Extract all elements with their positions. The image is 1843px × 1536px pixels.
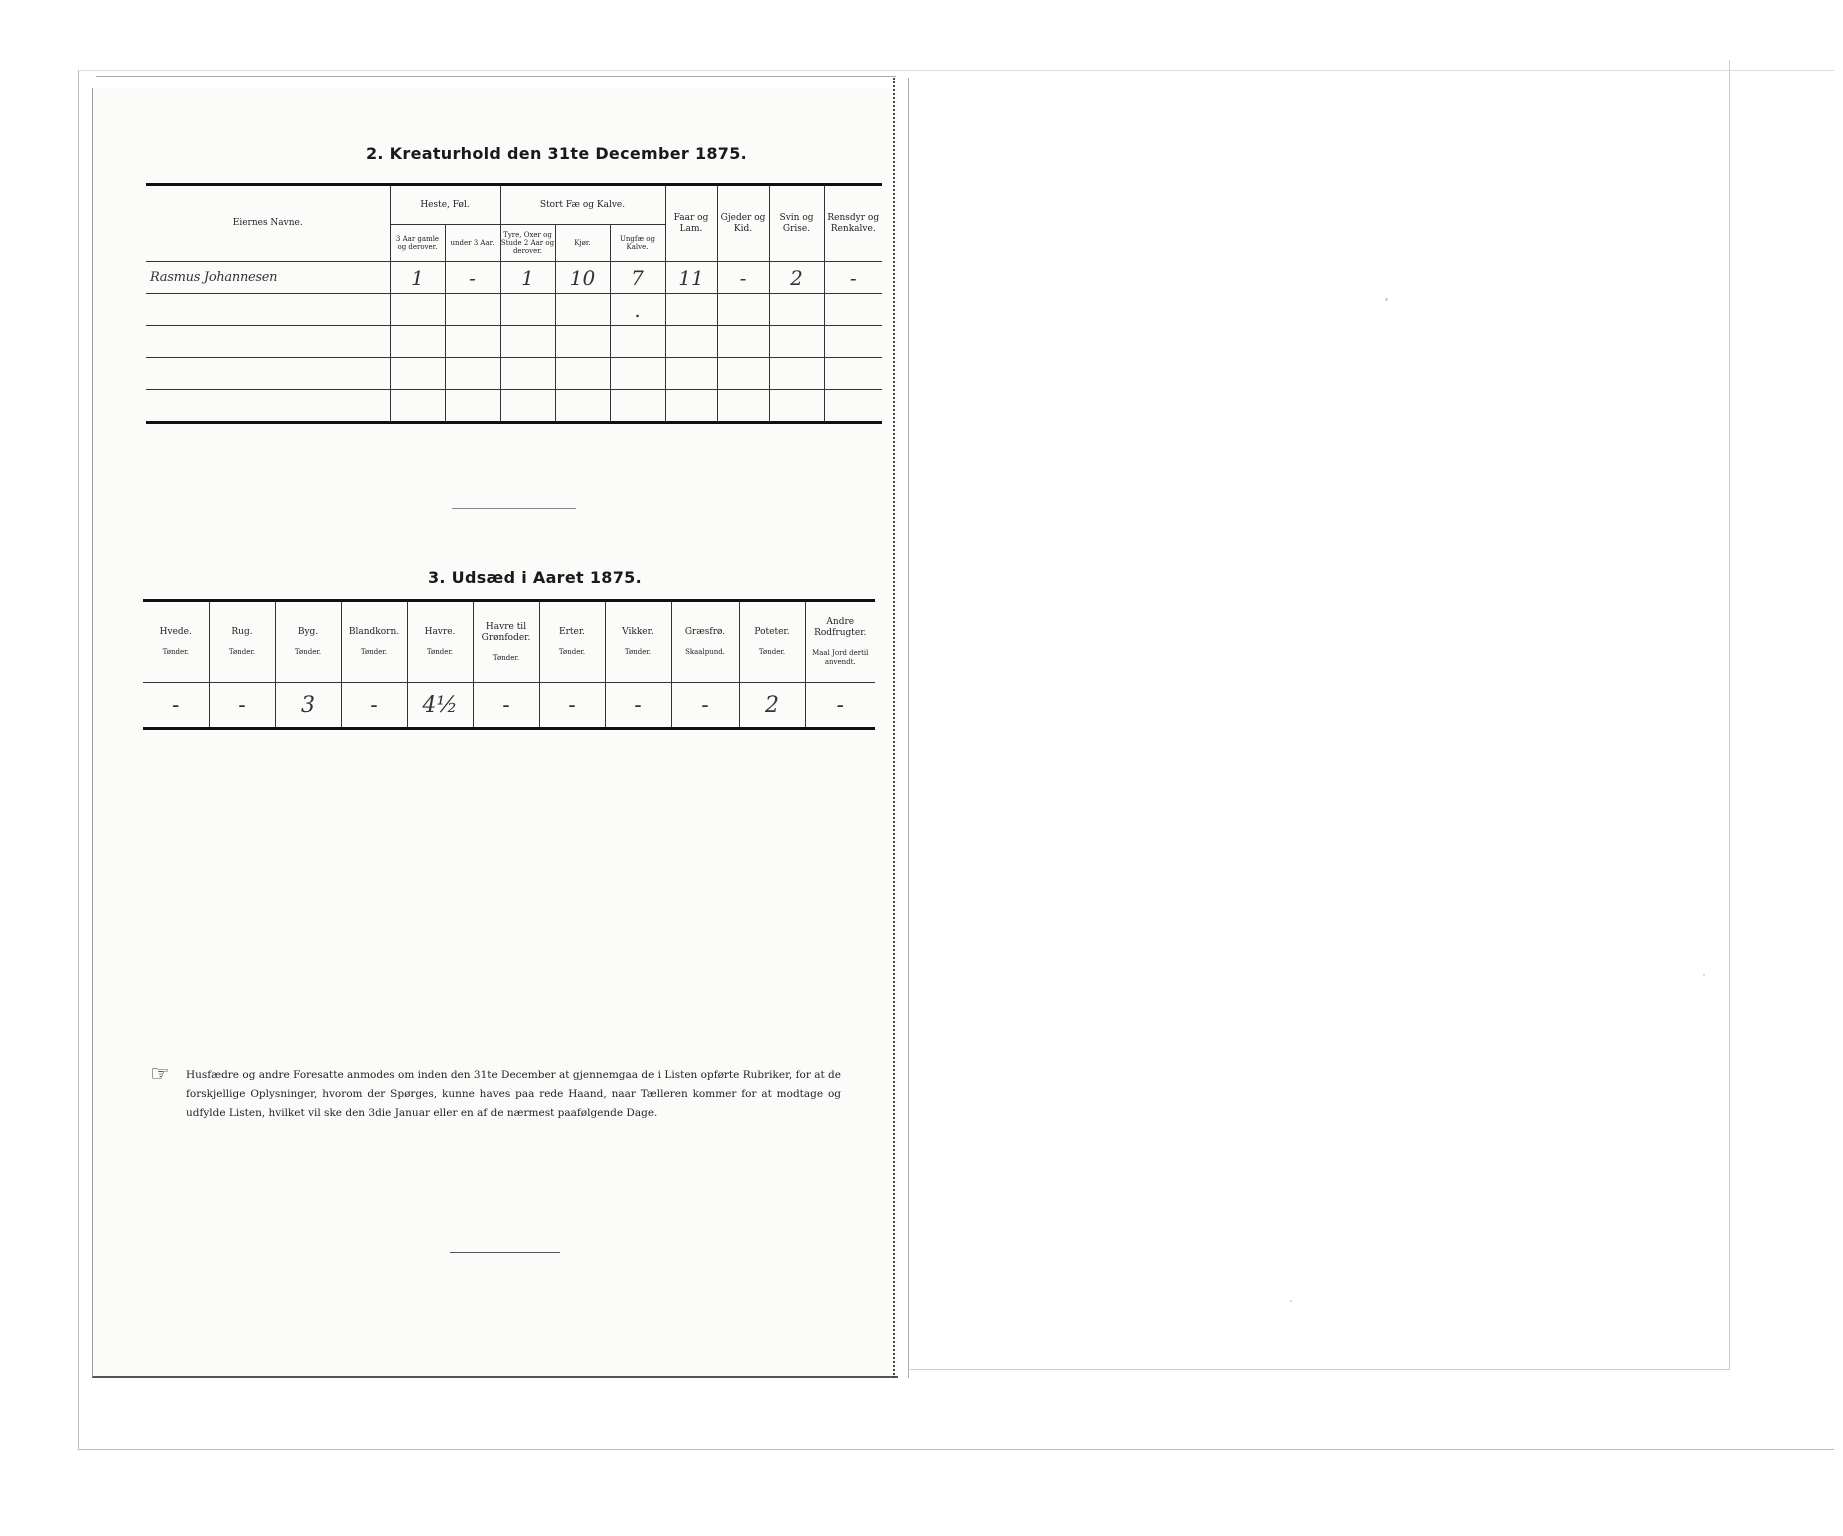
header-stort-fae: Stort Fæ og Kalve. <box>500 185 665 225</box>
header-owner-name: Eiernes Navne. <box>146 185 390 262</box>
header-heste-fol: Heste, Føl. <box>390 185 500 225</box>
cell <box>500 294 555 326</box>
col-blandkorn: Blandkorn. Tønder. <box>341 601 407 683</box>
col-hvede: Hvede. Tønder. <box>143 601 209 683</box>
cell <box>555 358 610 390</box>
cell <box>665 390 717 423</box>
cell <box>500 358 555 390</box>
cell <box>824 358 882 390</box>
bottom-separator-line <box>450 1252 560 1253</box>
table-row <box>146 358 882 390</box>
cell: 1 <box>390 262 445 294</box>
page-binding-edge <box>893 78 909 1378</box>
cell <box>500 390 555 423</box>
header-faar: Faar og Lam. <box>665 185 717 262</box>
cell <box>445 358 500 390</box>
col-havre-gronfoder: Havre til Grønfoder. Tønder. <box>473 601 539 683</box>
cell <box>610 358 665 390</box>
instruction-note: Husfædre og andre Foresatte anmodes om inden den 31te December at gjennemgaa de i Listen opførte Rubriker, for at de forskjellige Oplysninger, hvorom der Spørges, kunne haves paa rede Haand, naar Tælleren kommer for at modtage og udfylde Listen, hvilket vil ske den 3die Januar eller en af de nærmest paafølgende Dage. <box>186 1069 841 1119</box>
cell <box>717 326 769 358</box>
table-row <box>146 390 882 423</box>
cell <box>665 326 717 358</box>
cell <box>824 390 882 423</box>
owner-name-cell <box>146 358 390 390</box>
header-rensdyr: Rensdyr og Renkalve. <box>824 185 882 262</box>
cell <box>769 326 824 358</box>
cell: 10 <box>555 262 610 294</box>
scan-right-frame <box>910 60 1730 1370</box>
owner-name-cell <box>146 390 390 423</box>
cell: 11 <box>665 262 717 294</box>
cell <box>390 390 445 423</box>
cell <box>610 326 665 358</box>
header-stort-sub-2: Kjør. <box>555 225 610 262</box>
cell: 7 <box>610 262 665 294</box>
cell <box>500 326 555 358</box>
livestock-table <box>146 183 882 424</box>
header-heste-sub-1: 3 Aar gamle og derover. <box>390 225 445 262</box>
cell <box>390 358 445 390</box>
cell: - <box>209 683 275 729</box>
cell <box>824 326 882 358</box>
col-poteter: Poteter. Tønder. <box>739 601 805 683</box>
table-row <box>146 294 882 326</box>
pointing-hand-icon: ☞ <box>150 1062 170 1087</box>
cell <box>769 358 824 390</box>
cell: 3 <box>275 683 341 729</box>
cell: - <box>445 262 500 294</box>
cell: 2 <box>769 262 824 294</box>
cell <box>555 390 610 423</box>
header-stort-sub-1: Tyre, Oxer og Stude 2 Aar og derover. <box>500 225 555 262</box>
cell: - <box>341 683 407 729</box>
owner-name-cell <box>146 326 390 358</box>
cell: . <box>610 294 665 326</box>
header-gjeder: Gjeder og Kid. <box>717 185 769 262</box>
col-graesfro: Græsfrø. Skaalpund. <box>671 601 739 683</box>
col-byg: Byg. Tønder. <box>275 601 341 683</box>
cell: 4½ <box>407 683 473 729</box>
cell <box>824 294 882 326</box>
col-vikker: Vikker. Tønder. <box>605 601 671 683</box>
cell: 1 <box>500 262 555 294</box>
cell <box>717 358 769 390</box>
cell: - <box>824 262 882 294</box>
header-svin: Svin og Grise. <box>769 185 824 262</box>
cell <box>769 294 824 326</box>
cell <box>717 294 769 326</box>
cell <box>665 358 717 390</box>
cell: - <box>671 683 739 729</box>
col-erter: Erter. Tønder. <box>539 601 605 683</box>
cell: - <box>717 262 769 294</box>
header-heste-sub-2: under 3 Aar. <box>445 225 500 262</box>
col-andre-rodfrugter: Andre Rodfrugter. Maal Jord dertil anvendt. <box>805 601 875 683</box>
cell <box>445 294 500 326</box>
table-row <box>143 683 875 729</box>
table-row <box>146 326 882 358</box>
cell: - <box>605 683 671 729</box>
cell <box>390 294 445 326</box>
cell: 2 <box>739 683 805 729</box>
cell <box>665 294 717 326</box>
cell <box>555 294 610 326</box>
cell: - <box>805 683 875 729</box>
owner-name-cell: Rasmus Johannesen <box>146 262 390 294</box>
col-havre: Havre. Tønder. <box>407 601 473 683</box>
table-row <box>146 262 882 294</box>
scan-speck <box>1385 298 1388 301</box>
scan-speck <box>1290 1300 1292 1302</box>
cell: - <box>473 683 539 729</box>
cell <box>610 390 665 423</box>
sowing-table <box>143 599 875 730</box>
owner-name-cell <box>146 294 390 326</box>
cell <box>390 326 445 358</box>
scan-speck <box>1703 974 1705 976</box>
section3-title: 3. Udsæd i Aaret 1875. <box>428 568 642 587</box>
cell <box>445 326 500 358</box>
col-rug: Rug. Tønder. <box>209 601 275 683</box>
separator-line <box>452 508 576 509</box>
cell <box>555 326 610 358</box>
page-top-edge <box>96 76 896 88</box>
section2-title: 2. Kreaturhold den 31te December 1875. <box>366 144 748 163</box>
cell <box>717 390 769 423</box>
cell: - <box>143 683 209 729</box>
cell: - <box>539 683 605 729</box>
cell <box>445 390 500 423</box>
header-stort-sub-3: Ungfæ og Kalve. <box>610 225 665 262</box>
cell <box>769 390 824 423</box>
